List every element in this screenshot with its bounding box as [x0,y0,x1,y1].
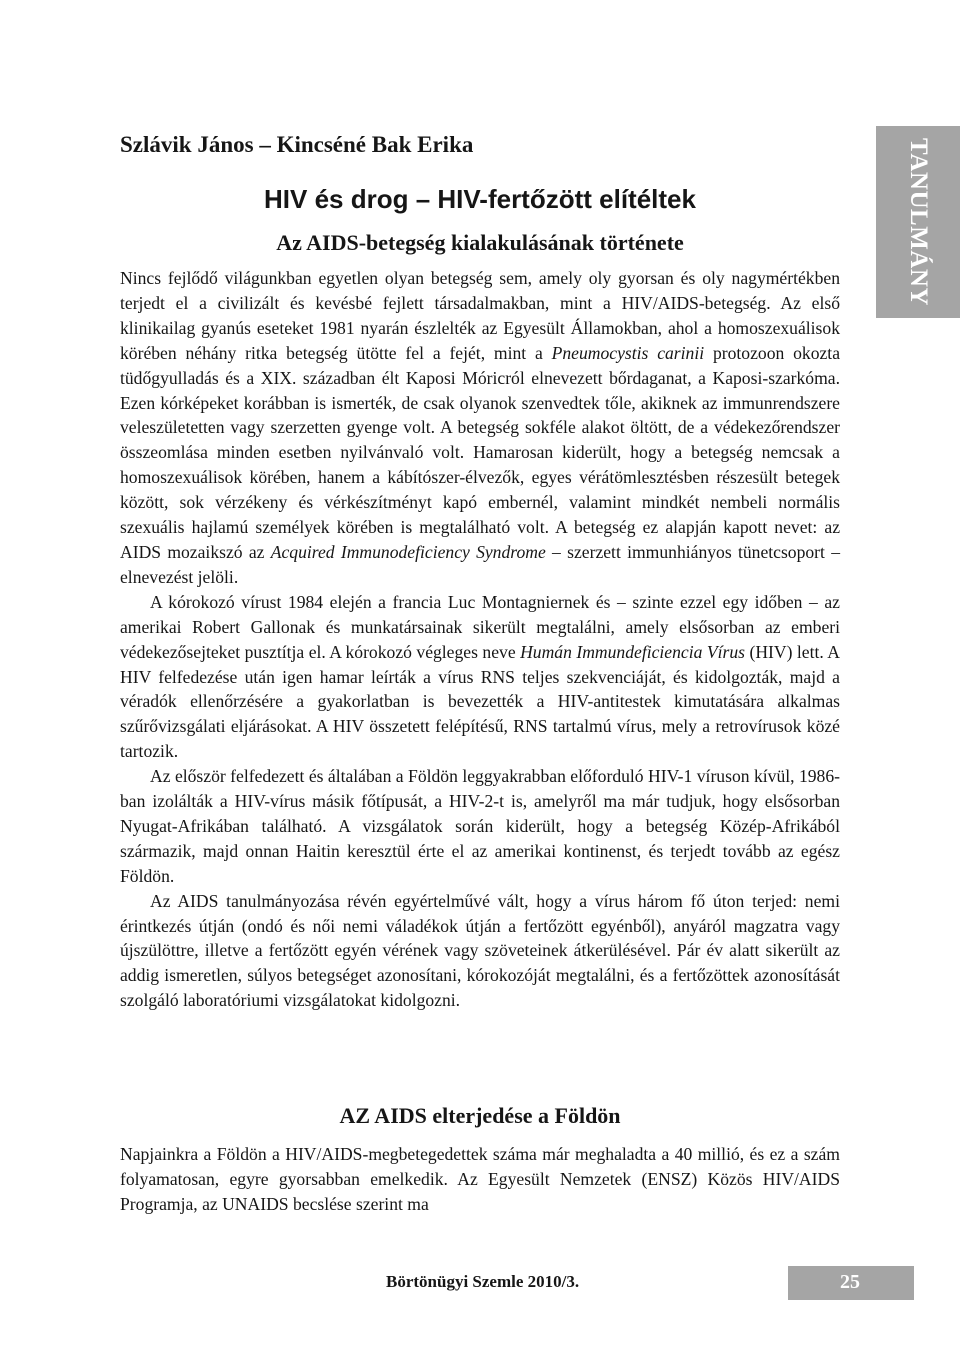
article-title: HIV és drog – HIV-fertőzött elítéltek [264,184,696,214]
paragraph-1-text-a: Nincs fejlődő világunkban egyetlen olyan betegség sem, amely oly gyorsan és oly nagymértékben terjedt el a civilizált és kevésbé fejlett társadalmakban, mint a HIV/AIDS-betegség. Az első klinikailag gyanús eseteket 1981 nyarán észlelték az Egyesült Államokban, ahol a homoszexuálisok körében néhány ritka betegség ütötte fel a fejét, mint a [120,268,840,363]
paragraph-1-text-b: protozoon okozta tüdőgyulladás és a XIX. században élt Kaposi Móricról elnevezett bőrdaganat, a Kaposi-szarkóma. Ezen kórképeket korábban is ismerték, de csak olyanok szenvedtek tőle, akiknek az immunrendszere veleszületetten vagy szerzetten gyenge volt. A betegség sokféle alakot öltött, de a védekezőrendszer összeomlása minden esetben nyilvánvaló volt. Hamarosan kiderült, hogy a betegség nemcsak a homoszexuálisok körében, hanem a kábítószer-élvezők, egyes vérátömlesztésben részesült betegek között, sok vérzékeny és vérkészítményt kapó embernél, valamint mindkét nembeli normális szexuális hajlamú személyek körében is megtalálható volt. A betegség ez alapján kapott nevet: az AIDS mozaikszó az [120,342,841,562]
paragraph-1-italic-1: Pneumocystis carinii [551,342,705,363]
section-body [120,1142,840,1217]
article-authors: Szlávik János – Kincséné Bak Erika [120,132,474,157]
footer-journal: Börtönügyi Szemle 2010/3. [386,1272,580,1291]
page-number-box [788,1266,914,1300]
paragraph-2-text-b: (HIV) lett. A HIV felfedezése után igen hamar leírták a vírus RNS teljes szekvenciáját, és kidolgozták, majd a véradók ellenőrzésére a gyakorlatban is bevezették a HIV-antitestek kimutatására alkalmas szűrővizsgálati eljárásokat. A HIV összetett felépítésű, RNS tartalmú vírus, mely a retrovírusok közé tartozik. [120,641,840,762]
paragraph-2-text-a: A kórokozó vírust 1984 elején a francia Luc Montagniernek és – szinte ezzel egy időben – az amerikai Robert Gallonak és munkatársainak sikerült megtalálni, amely elsősorban az emberi védekezősejteket pusztítja el. A kórokozó végleges neve [120,591,840,662]
paragraph-1-italic-2: Acquired Immunodeficiency Syndrome [270,541,546,562]
page-number: 25 [840,1271,860,1293]
section-heading: AZ AIDS elterjedése a Földön [339,1103,621,1128]
paragraph-5: Napjainkra a Földön a HIV/AIDS-megbetegedettek száma már meghaladta a 40 millió, és ez a szám folyamatosan, egyre gyorsabban emelkedik. Az Egyesült Nemzetek (ENSZ) Közös HIV/AIDS Programja, az UNAIDS becslése szerint ma [120,1144,840,1214]
paragraph-1 [120,266,840,590]
article-subtitle: Az AIDS-betegség kialakulásának története [276,230,684,255]
side-tab-label: TANULMÁNY [905,138,932,306]
article-body [120,266,840,1013]
paragraph-3: Az először felfedezett és általában a Földön leggyakrabban előforduló HIV-1 víruson kívül, 1986-ban izolálták a HIV-vírus másik főtípusát, a HIV-2-t is, amelyről ma már tudjuk, hogy elsősorban Nyugat-Afrikában található. A vizsgálatok során kiderült, hogy a betegség Közép-Afrikából származik, majd onnan Haitin keresztül érte el az amerikai kontinenst, és terjedt tovább az egész Földön. [120,766,840,886]
paragraph-4: Az AIDS tanulmányozása révén egyértelművé vált, hogy a vírus három fő úton terjed: nemi érintkezés útján (ondó és női nemi váladékok útján a fertőzött egyénből), anyáról magzatra vagy újszülöttre, illetve a fertőzött egyén vérének vagy szöveteinek átkerülésével. Pár év alatt sikerült az addig ismeretlen, súlyos betegséget azonosítani, kórokozóját megtalálni, és a fertőzöttek azonosítását szolgáló laboratóriumi vizsgálatokat kidolgozni. [120,890,840,1011]
side-tab [876,126,960,318]
paragraph-1-text-c: – szerzett immunhiányos tünetcsoport – elnevezést jelöli. [120,541,840,587]
paragraph-2 [120,590,840,764]
paragraph-2-italic: Humán Immundeficiencia Vírus [520,641,745,662]
